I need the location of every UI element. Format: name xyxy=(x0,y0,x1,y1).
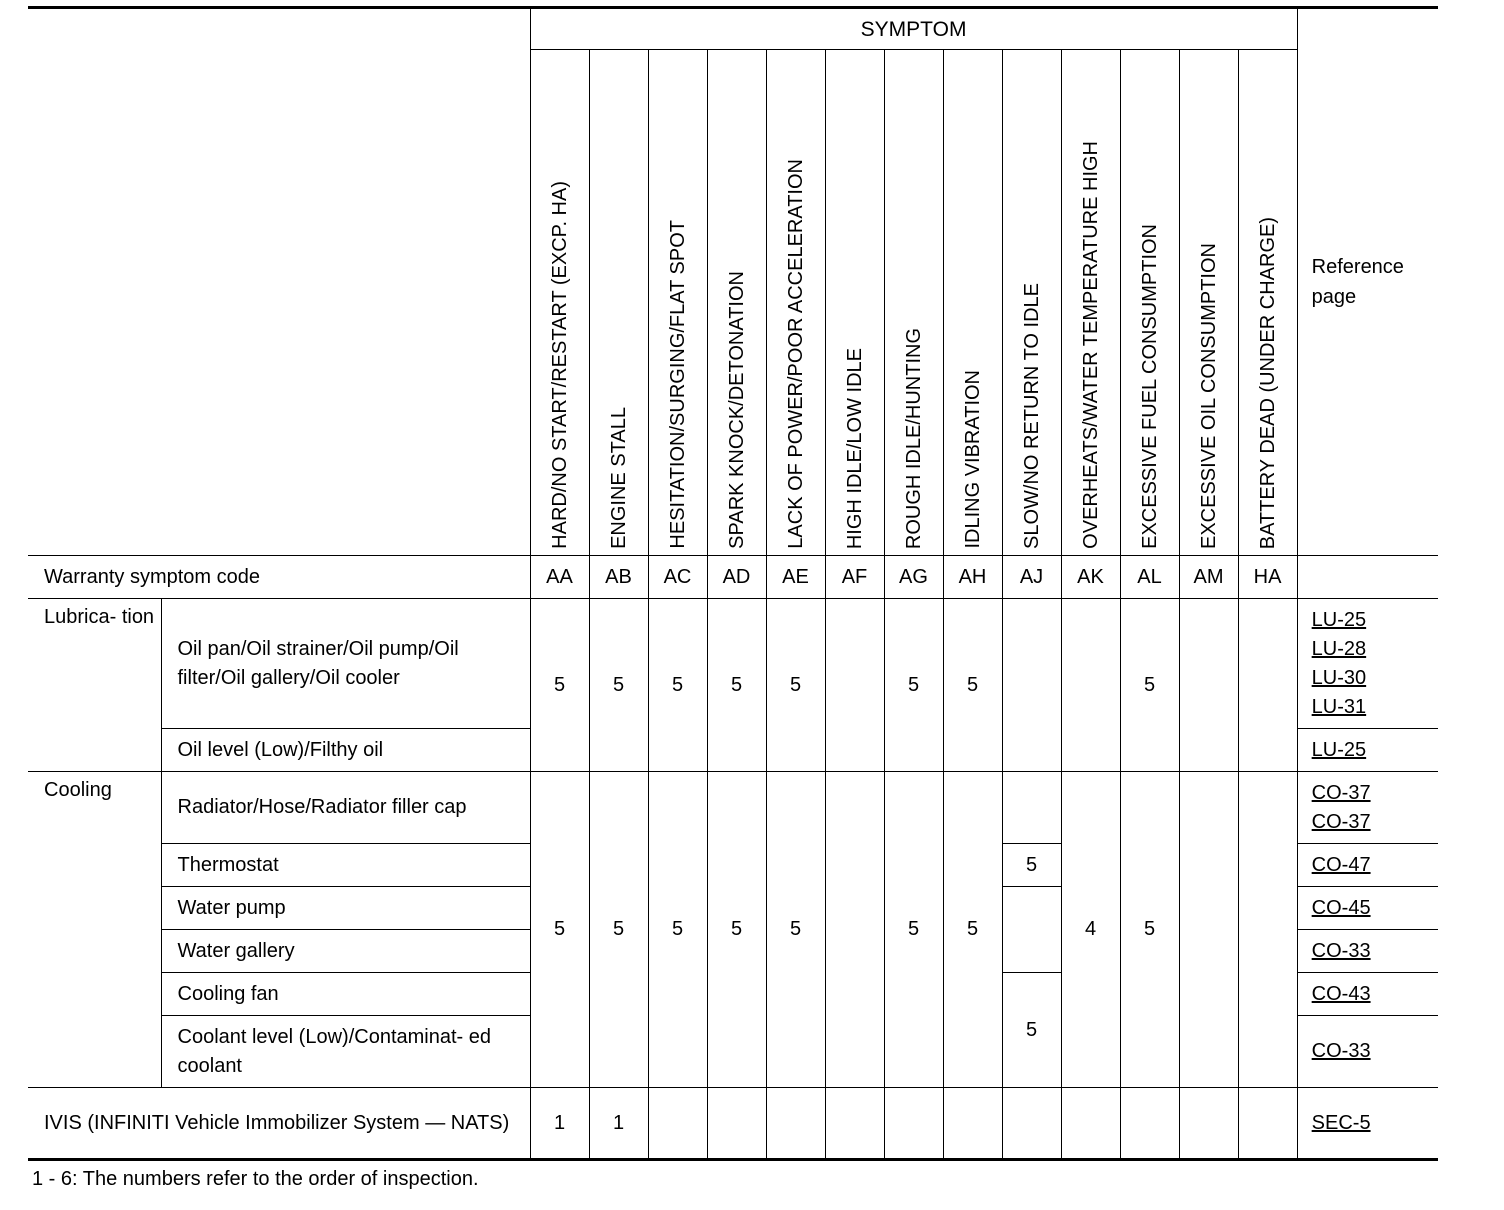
value-cool-al: 5 xyxy=(1120,772,1179,1088)
symptom-col-ab xyxy=(589,50,648,556)
item-oil-pan: Oil pan/Oil strainer/Oil pump/Oil filter/Oil gallery/Oil cooler xyxy=(161,599,530,729)
symptom-col-ad xyxy=(707,50,766,556)
value-lub-ad: 5 xyxy=(707,599,766,772)
item-radiator: Radiator/Hose/Radiator filler cap xyxy=(161,772,530,844)
value-lub-ak xyxy=(1061,599,1120,772)
symptom-name: ROUGH IDLE/HUNTING xyxy=(902,327,925,549)
ref-coolant-level xyxy=(1297,1016,1438,1088)
value-cool-aj-pump-gallery xyxy=(1002,887,1061,973)
symptom-col-am xyxy=(1179,50,1238,556)
category-cooling: Cooling xyxy=(28,772,161,1088)
value-ivis-ha xyxy=(1238,1088,1297,1160)
code-ab: AB xyxy=(589,556,648,599)
code-ae: AE xyxy=(766,556,825,599)
code-aa: AA xyxy=(530,556,589,599)
code-ak: AK xyxy=(1061,556,1120,599)
ref-radiator xyxy=(1297,772,1438,844)
symptom-col-ae xyxy=(766,50,825,556)
ref-oil-pan xyxy=(1297,599,1438,729)
item-water-gallery: Water gallery xyxy=(161,930,530,973)
ref-link[interactable]: CO-37 xyxy=(1311,810,1371,833)
code-ah: AH xyxy=(943,556,1002,599)
value-cool-aa: 5 xyxy=(530,772,589,1088)
value-lub-al: 5 xyxy=(1120,599,1179,772)
category-lubrication: Lubrica- tion xyxy=(28,599,161,772)
reference-page-label: Reference page xyxy=(1311,256,1404,308)
item-oil-level: Oil level (Low)/Filthy oil xyxy=(161,729,530,772)
item-cooling-fan: Cooling fan xyxy=(161,973,530,1016)
ref-link[interactable]: CO-43 xyxy=(1311,982,1371,1005)
ref-link[interactable]: SEC-5 xyxy=(1311,1111,1371,1134)
item-thermostat: Thermostat xyxy=(161,844,530,887)
value-cool-ac: 5 xyxy=(648,772,707,1088)
value-ivis-ab: 1 xyxy=(589,1088,648,1160)
value-cool-aj-thermostat: 5 xyxy=(1002,844,1061,887)
item-water-pump: Water pump xyxy=(161,887,530,930)
code-af: AF xyxy=(825,556,884,599)
value-cool-ad: 5 xyxy=(707,772,766,1088)
ref-link[interactable]: CO-33 xyxy=(1311,1040,1371,1062)
ref-link[interactable]: LU-31 xyxy=(1311,695,1367,718)
code-ad: AD xyxy=(707,556,766,599)
ref-link[interactable]: CO-47 xyxy=(1311,853,1371,876)
symptom-col-ha xyxy=(1238,50,1297,556)
symptom-col-aa xyxy=(530,50,589,556)
code-ag: AG xyxy=(884,556,943,599)
ref-link[interactable]: LU-25 xyxy=(1311,738,1367,761)
value-lub-aa: 5 xyxy=(530,599,589,772)
reference-page-header xyxy=(1297,8,1438,556)
value-ivis-al xyxy=(1120,1088,1179,1160)
diagnosis-table-container xyxy=(28,6,1438,1161)
value-lub-ah: 5 xyxy=(943,599,1002,772)
value-ivis-ae xyxy=(766,1088,825,1160)
code-ac: AC xyxy=(648,556,707,599)
symptom-name: HARD/NO START/RESTART (EXCP. HA) xyxy=(548,181,571,549)
ref-link[interactable]: CO-45 xyxy=(1311,896,1371,919)
ref-link[interactable]: CO-33 xyxy=(1311,939,1371,962)
value-lub-ha xyxy=(1238,599,1297,772)
ref-link[interactable]: LU-30 xyxy=(1311,666,1367,689)
symptom-name: HIGH IDLE/LOW IDLE xyxy=(843,347,866,549)
header-blank-cell xyxy=(28,8,530,556)
value-ivis-ad xyxy=(707,1088,766,1160)
value-ivis-aj xyxy=(1002,1088,1061,1160)
value-cool-aj-fan-coolant: 5 xyxy=(1002,973,1061,1088)
reference-blank-cell xyxy=(1297,556,1438,599)
value-lub-ae: 5 xyxy=(766,599,825,772)
symptom-col-ah xyxy=(943,50,1002,556)
symptom-col-ac xyxy=(648,50,707,556)
value-cool-ae: 5 xyxy=(766,772,825,1088)
value-cool-ak: 4 xyxy=(1061,772,1120,1088)
value-lub-am xyxy=(1179,599,1238,772)
value-ivis-af xyxy=(825,1088,884,1160)
ref-link[interactable]: LU-28 xyxy=(1311,637,1367,660)
value-ivis-ag xyxy=(884,1088,943,1160)
code-am: AM xyxy=(1179,556,1238,599)
footnote: 1 - 6: The numbers refer to the order of inspection. xyxy=(32,1168,479,1190)
symptom-table xyxy=(28,6,1438,1161)
ref-link[interactable]: LU-25 xyxy=(1311,608,1367,631)
value-cool-af xyxy=(825,772,884,1088)
symptom-name: SLOW/NO RETURN TO IDLE xyxy=(1020,283,1043,549)
value-cool-am xyxy=(1179,772,1238,1088)
value-lub-ag: 5 xyxy=(884,599,943,772)
value-cool-aj-radiator xyxy=(1002,772,1061,844)
warranty-symptom-code-label: Warranty symptom code xyxy=(28,556,530,599)
symptom-name: ENGINE STALL xyxy=(607,407,630,549)
value-lub-ab: 5 xyxy=(589,599,648,772)
symptom-name: OVERHEATS/WATER TEMPERATURE HIGH xyxy=(1079,141,1102,549)
value-lub-aj xyxy=(1002,599,1061,772)
item-coolant-level: Coolant level (Low)/Contaminat- ed coolant xyxy=(161,1016,530,1088)
symptom-col-af xyxy=(825,50,884,556)
code-aj: AJ xyxy=(1002,556,1061,599)
value-lub-ac: 5 xyxy=(648,599,707,772)
symptom-col-ak xyxy=(1061,50,1120,556)
ref-water-pump xyxy=(1297,887,1438,930)
value-cool-ah: 5 xyxy=(943,772,1002,1088)
value-lub-af xyxy=(825,599,884,772)
ref-cooling-fan xyxy=(1297,973,1438,1016)
symptom-name: BATTERY DEAD (UNDER CHARGE) xyxy=(1256,216,1279,549)
ref-ivis xyxy=(1297,1088,1438,1160)
value-cool-ha xyxy=(1238,772,1297,1088)
value-cool-ab: 5 xyxy=(589,772,648,1088)
value-ivis-ah xyxy=(943,1088,1002,1160)
value-cool-ag: 5 xyxy=(884,772,943,1088)
symptom-col-ag xyxy=(884,50,943,556)
symptom-name: EXCESSIVE FUEL CONSUMPTION xyxy=(1138,224,1161,549)
symptom-name: IDLING VIBRATION xyxy=(961,370,984,549)
symptom-name: LACK OF POWER/POOR ACCELERATION xyxy=(784,159,807,549)
item-ivis: IVIS (INFINITI Vehicle Immobilizer System — NATS) xyxy=(28,1088,530,1160)
symptom-name: EXCESSIVE OIL CONSUMPTION xyxy=(1197,243,1220,549)
value-ivis-ak xyxy=(1061,1088,1120,1160)
symptom-name: SPARK KNOCK/DETONATION xyxy=(725,271,748,549)
symptom-header: SYMPTOM xyxy=(530,8,1297,50)
value-ivis-am xyxy=(1179,1088,1238,1160)
ref-thermostat xyxy=(1297,844,1438,887)
ref-oil-level xyxy=(1297,729,1438,772)
value-ivis-ac xyxy=(648,1088,707,1160)
value-ivis-aa: 1 xyxy=(530,1088,589,1160)
code-ha: HA xyxy=(1238,556,1297,599)
ref-water-gallery xyxy=(1297,930,1438,973)
code-al: AL xyxy=(1120,556,1179,599)
symptom-col-al xyxy=(1120,50,1179,556)
ref-link[interactable]: CO-37 xyxy=(1311,781,1371,804)
symptom-name: HESITATION/SURGING/FLAT SPOT xyxy=(666,220,689,549)
symptom-col-aj xyxy=(1002,50,1061,556)
